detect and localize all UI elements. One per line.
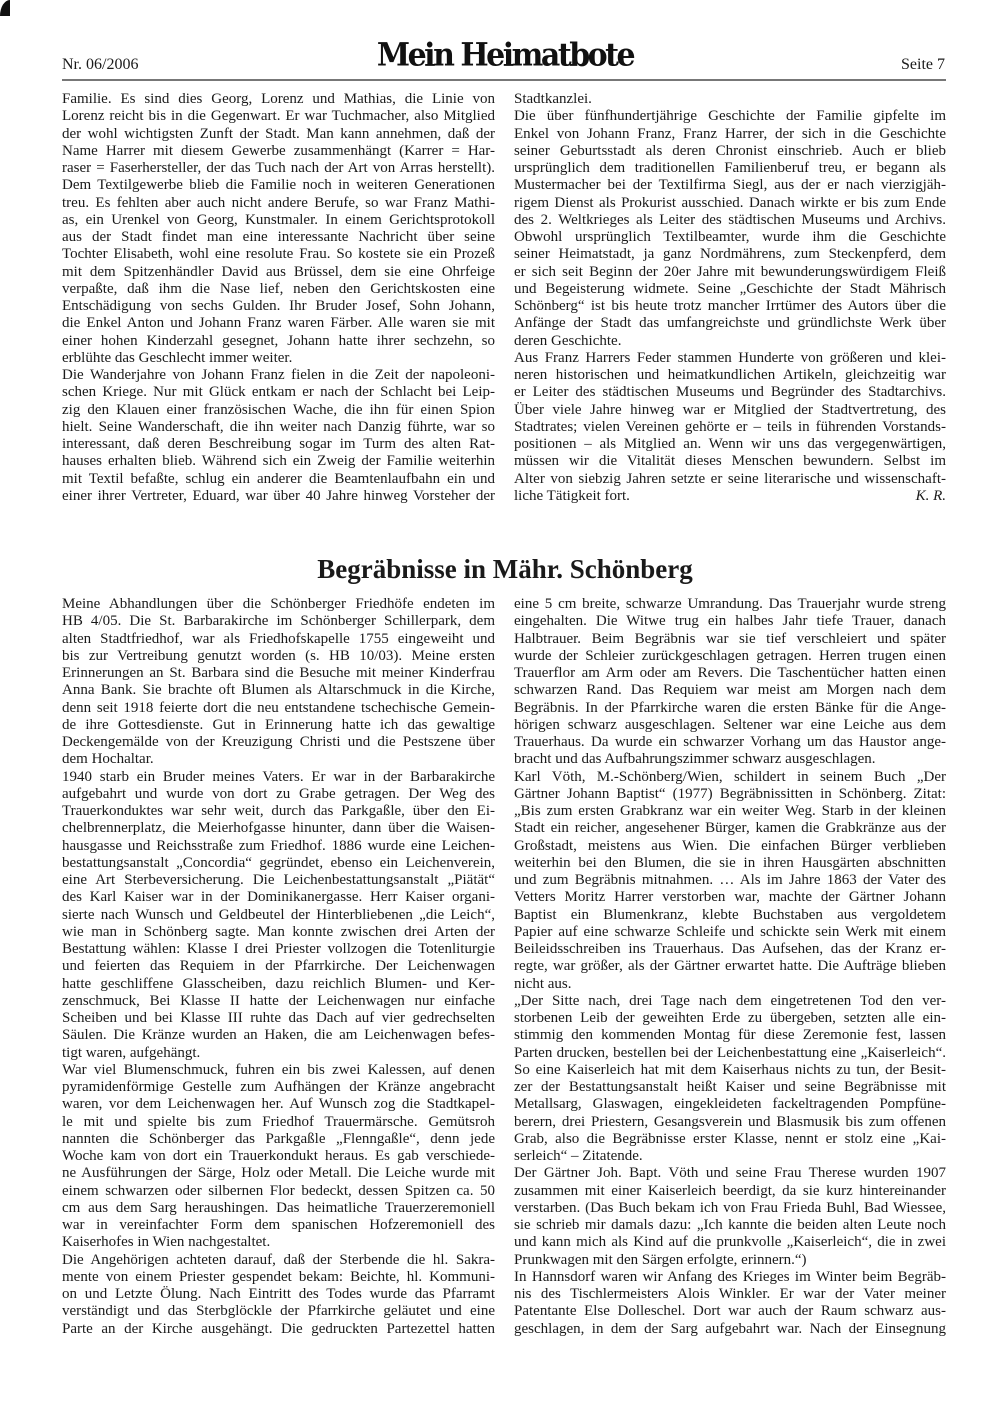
article1-column-2 xyxy=(514,91,946,505)
line-text: positionen – als Mitglied an. Wenn wir uns das vergegenwärtigen, xyxy=(514,436,946,452)
text-line xyxy=(514,195,946,212)
text-line xyxy=(62,384,495,401)
text-line xyxy=(514,436,946,453)
text-line xyxy=(514,665,946,682)
line-text: Anfänge der Stadt das umfangreichste und gründlichste Werk über xyxy=(514,315,946,332)
text-line xyxy=(514,419,946,436)
line-text: serleich“ – Zitatende. xyxy=(514,1148,643,1164)
text-line xyxy=(514,350,946,367)
paragraph xyxy=(514,108,946,350)
text-line xyxy=(62,613,495,630)
line-text: Parten drucken, bestellen bei der Leichenbestattung eine „Kaiserleich“. xyxy=(514,1044,946,1061)
text-line xyxy=(514,488,946,505)
text-line xyxy=(514,786,946,803)
text-line xyxy=(62,436,495,453)
text-line xyxy=(62,1148,495,1165)
text-line xyxy=(62,143,495,160)
line-text: Stadtkanzlei. xyxy=(514,91,592,107)
text-line xyxy=(514,264,946,281)
line-text: Die Wanderjahre von Johann Franz fielen in die Zeit der napoleoni- xyxy=(62,367,495,383)
line-text: einer ihrer Vertreter, Eduard, war über 40 Jahre hinweg Vorsteher der xyxy=(62,487,495,504)
line-text: storbenen Leib der geweihten Erde zu übergeben, setzten alle ein- xyxy=(514,1010,946,1026)
text-line xyxy=(62,1217,495,1234)
text-line xyxy=(514,453,946,470)
line-text: Lorenz reicht bis in die Gegenwart. Er war Tuchmacher, also Mitglied xyxy=(62,108,495,125)
article-title: Begräbnisse in Mähr. Schönberg xyxy=(317,554,693,584)
article1-column-1 xyxy=(62,91,495,505)
line-text: verständigt und das Sterbglöckle der Pfarrkirche geläutet und eine xyxy=(62,1303,495,1320)
line-text: Woche kam von dort ein Trauerkondukt heraus. Es gab verschiede- xyxy=(62,1148,495,1164)
line-text: neren historischen und heimatkundlichen Artikeln, gleichzeitig war xyxy=(514,367,946,383)
line-text: mit Textil befaßte, schlug ein anderer die Beamtenlaufbahn ein und xyxy=(62,470,495,487)
line-text: Über viele Jahre hinweg war er Mitglied der Stadtvertretung, des xyxy=(514,401,946,418)
line-text: zer der Bestattungsanstalt heißt Kaiser und seine Begräbnisse mit xyxy=(514,1079,946,1095)
line-text: tigt waren, aufgehängt. xyxy=(62,1044,201,1061)
text-line xyxy=(514,177,946,194)
line-text: hielt. Seine Wanderschaft, die ihn weiter nach Danzig führte, war so xyxy=(62,418,495,435)
text-line xyxy=(514,281,946,298)
line-text: Stadt ein reicher, angesehener Bürger, kamen die Grabkränze aus der xyxy=(514,820,946,837)
text-line xyxy=(62,453,495,470)
line-text: le mit und spielte bis zum Friedhof Trauermärsche. Gemütsroh xyxy=(62,1113,495,1130)
line-text: waren, vor dem Leichenwagen her. Auf Wunsch zog die Stadtkapel- xyxy=(62,1096,495,1113)
text-line xyxy=(514,229,946,246)
line-text: Baptist ein Blumenkranz, klebte Buchstaben aus vergoldetem xyxy=(514,906,946,923)
line-text: Erinnerungen an St. Barbara sind die Besuche mit meiner Kinderfrau xyxy=(62,665,495,681)
text-line xyxy=(62,1286,495,1303)
line-text: liche Tätigkeit fort. xyxy=(514,487,630,504)
line-text: ursprünglich dem traditionellen Familienberuf treu, er begann als xyxy=(514,160,946,176)
text-line xyxy=(62,246,495,263)
header-rule xyxy=(62,79,946,81)
line-text: des 2. Weltkrieges als Leiter des städtischen Museums und Archivs. xyxy=(514,211,946,228)
line-text: Mustermacher bei der Textilfirma Siegl, aus der er nach vierzigjäh- xyxy=(514,177,946,194)
text-line xyxy=(514,1165,946,1182)
text-line xyxy=(62,872,495,889)
text-line xyxy=(62,769,495,786)
line-text: Familie. Es sind dies Georg, Lorenz und Mathias, die Linie von xyxy=(62,91,495,107)
text-line xyxy=(514,1062,946,1079)
text-line xyxy=(514,958,946,975)
text-line xyxy=(62,367,495,384)
text-line xyxy=(62,126,495,143)
line-text: regte, war größer, als der Gärtner erwartet hatte. Die Aufträge blieben xyxy=(514,958,946,975)
line-text: nicht aus. xyxy=(514,975,572,992)
line-text: Entschädigung von sechs Gulden. Ihr Bruder Josef, Sohn Johann, xyxy=(62,298,495,314)
line-text: zig den Klauen einer französischen Wache, die ihn für einen Spion xyxy=(62,401,495,418)
line-text: Tochter Elisabeth, wohl eine resolute Frau. So kostete sie ein Prozeß xyxy=(62,246,495,263)
line-text: hörigen schwarz ausgeschlagen. Seltener war eine Leiche aus dem xyxy=(514,716,946,733)
text-line xyxy=(514,855,946,872)
text-line xyxy=(62,717,495,734)
paragraph xyxy=(514,350,946,505)
text-line xyxy=(514,700,946,717)
line-text: Name Harrer mit diesem Gewerbe zusammenhängt (Karrer = Har- xyxy=(62,142,495,159)
text-line xyxy=(62,1062,495,1079)
line-text: Prunkwagen mit den Särgen erfolgte, erinnern.“) xyxy=(514,1251,807,1268)
text-line xyxy=(62,1027,495,1044)
line-text: deren Geschichte. xyxy=(514,332,622,349)
text-line xyxy=(62,1079,495,1096)
text-line xyxy=(514,1131,946,1148)
line-text: cm aus dem Sarg heraushingen. Das heimatliche Trauerzeremoniell xyxy=(62,1199,495,1216)
line-text: aus der Stadt findet man eine interessante Nachricht über seine xyxy=(62,229,495,245)
line-text: denn seit 1918 feierte dort die neu entstandene tschechische Gemein- xyxy=(62,699,495,716)
text-line xyxy=(514,91,946,108)
text-line xyxy=(514,1010,946,1027)
line-text: erblühte das Geschlecht immer weiter. xyxy=(62,349,293,366)
line-text: Vetters Moritz Harrer verstorben war, machte der Gärtner Johann xyxy=(514,889,946,906)
text-line xyxy=(514,769,946,786)
text-line xyxy=(514,333,946,350)
text-line xyxy=(514,648,946,665)
line-text: des Karl Kaiser war in der Dominikanergasse. Herr Kaiser organi- xyxy=(62,889,495,906)
text-line xyxy=(514,1148,946,1165)
text-line xyxy=(62,333,495,350)
line-text: Beileidsschreiben ins Trauerhaus. Das Aufsehen, das der Kranz er- xyxy=(514,941,946,957)
line-text: hauses erhalten blieb. Während sich ein Zweig der Familie weiterhin xyxy=(62,453,495,470)
line-text: Patentante Else Dolleschel. Dort war auch der Raum schwarz aus- xyxy=(514,1303,946,1320)
text-line xyxy=(514,838,946,855)
text-line xyxy=(62,471,495,488)
text-line xyxy=(62,419,495,436)
line-text: eingehalten. Die Witwe trug ein halbes Jahr tiefe Trauer, danach xyxy=(514,613,946,630)
line-text: Trauerflor am Arm oder am Revers. Die Taschentücher hatten einen xyxy=(514,665,946,681)
line-text: Enkel von Johann Franz, Franz Harrer, der sich in die Geschichte xyxy=(514,125,946,142)
text-line xyxy=(514,298,946,315)
line-text: Bestattung wählen: Klasse I drei Priester vollzogen die Totenliturgie xyxy=(62,941,495,957)
line-text: „Der Sitte nach, drei Tage nach dem eingetretenen Tod den ver- xyxy=(514,992,946,1009)
text-line xyxy=(514,1027,946,1044)
text-line xyxy=(62,907,495,924)
text-line xyxy=(62,177,495,194)
text-line xyxy=(62,315,495,332)
text-line xyxy=(514,315,946,332)
paragraph xyxy=(62,769,495,1062)
line-text: Aus Franz Harrers Feder stammen Hunderte von größeren und klei- xyxy=(514,349,946,366)
line-text: bracht und das Aufbahrungszimmer schwarz ausgeschlagen. xyxy=(514,751,876,768)
text-line xyxy=(514,941,946,958)
text-line xyxy=(62,1096,495,1113)
line-text: Dem Textilgewerbe blieb die Familie noch in weiteren Generationen xyxy=(62,177,495,194)
line-text: berern, drei Priestern, Gesangsverein und Blasmusik bis zum offenen xyxy=(514,1113,946,1130)
paragraph xyxy=(514,993,946,1166)
text-line xyxy=(62,91,495,108)
text-line xyxy=(62,350,495,367)
line-text: mit dem Spitzenhändler David aus Brüssel, dem sie eine Ohrfeige xyxy=(62,263,495,280)
line-text: aufgebahrt und wurde von dort zu Grabe getragen. Der Weg des xyxy=(62,785,495,802)
text-line xyxy=(62,195,495,212)
text-line xyxy=(514,402,946,419)
article2-column-2 xyxy=(514,596,946,1338)
line-text: Stadtrates; vielen Vereinen gehörte er – teils in führenden Vorstands- xyxy=(514,418,946,435)
text-line xyxy=(514,246,946,263)
scan-corner-mark xyxy=(0,0,10,16)
text-line xyxy=(62,838,495,855)
text-line xyxy=(62,889,495,906)
text-line xyxy=(514,471,946,488)
text-line xyxy=(514,924,946,941)
text-line xyxy=(62,958,495,975)
text-line xyxy=(62,976,495,993)
text-line xyxy=(514,1183,946,1200)
line-text: und zum Begräbnis mitnahmen. … Als im Jahre 1863 der Vater des xyxy=(514,872,946,888)
text-line xyxy=(514,596,946,613)
paragraph xyxy=(62,596,495,769)
line-text: Schönberg“ ist bis heute trotz mancher Irrtümer des Autors über die xyxy=(514,298,946,314)
text-line xyxy=(62,751,495,768)
line-text: verpaßte, daß ihm die Nase lief, neben den Gerichtskosten eine xyxy=(62,280,495,297)
text-line xyxy=(62,803,495,820)
line-text: Karl Vöth, M.-Schönberg/Wien, schildert in seinem Buch „Der xyxy=(514,768,946,785)
line-text: einem schwarzen oder silbernen Flor bedeckt, dessen Spitzen ca. 50 xyxy=(62,1182,495,1199)
line-text: Die Angehörigen achteten darauf, daß der Sterbende die hl. Sakra- xyxy=(62,1251,495,1268)
paragraph xyxy=(514,596,946,769)
line-text: Scheiben und bei Klasse III ruhte das Dach auf vier gedrechselten xyxy=(62,1010,495,1026)
issue-number: Nr. 06/2006 xyxy=(62,56,139,73)
text-line xyxy=(62,924,495,941)
line-text: müssen wir die Vitalität dieses Menschen bewundern. Selbst im xyxy=(514,453,946,470)
text-line xyxy=(62,1183,495,1200)
line-text: Kaiserhofes in Wien nachgestaltet. xyxy=(62,1234,271,1251)
text-line xyxy=(62,596,495,613)
text-line xyxy=(62,1269,495,1286)
line-text: 1940 starb ein Bruder meines Vaters. Er war in der Barbarakirche xyxy=(62,768,495,785)
line-text: In Hannsdorf waren wir Anfang des Krieges im Winter beim Begräb- xyxy=(514,1268,946,1285)
line-text: schwarzen Rand. Das Requiem war meist am Morgen nach dem xyxy=(514,682,946,699)
text-line xyxy=(514,820,946,837)
text-line xyxy=(62,855,495,872)
line-text: on und Letzte Ölung. Nach Eintritt des Todes wurde das Pfarramt xyxy=(62,1286,495,1302)
text-line xyxy=(514,1234,946,1251)
paragraph xyxy=(62,367,495,505)
text-line xyxy=(514,367,946,384)
text-line xyxy=(514,613,946,630)
line-text: der wohl wichtigsten Zunft der Stadt. Man kann annehmen, daß der xyxy=(62,125,495,142)
line-text: So eine Kaiserleich hat mit dem Kaiserhaus nichts zu tun, der Besit- xyxy=(514,1061,946,1078)
line-text: die Enkel Anton und Johann Franz waren Färber. Alle waren sie mit xyxy=(62,315,495,332)
paragraph xyxy=(62,1062,495,1252)
line-text: Trauerhaus. Da wurde ein schwarzer Vorhang um das Haustor ange- xyxy=(514,734,946,750)
text-line xyxy=(514,907,946,924)
line-text: seiner Heimatstadt, ja ganz Nordmährens, zum Steckenpferd, dem xyxy=(514,246,946,263)
text-line xyxy=(62,1114,495,1131)
line-text: War viel Blumenschmuck, fuhren ein bis zwei Kalessen, auf denen xyxy=(62,1061,495,1078)
line-text: er sich seit Beginn der 20er Jahre mit bewunderungswürdigem Fleiß xyxy=(514,263,946,280)
text-line xyxy=(514,143,946,160)
text-line xyxy=(514,682,946,699)
text-line xyxy=(514,1252,946,1269)
line-text: rigem Dienst als Prokurist ausschied. Danach wirkte er bis zum Ende xyxy=(514,194,946,211)
text-line xyxy=(62,1045,495,1062)
line-text: nannten die Schönberger das Parkgaßle „Flenngaßle“, denn jede xyxy=(62,1130,495,1147)
line-text: hausgasse und Reichsstraße zum Friedhof. 1886 wurde eine Leichen- xyxy=(62,837,495,854)
text-line xyxy=(514,1096,946,1113)
line-text: zenschmuck, Bei Klasse II hatte der Leichenwagen nur einfache xyxy=(62,992,495,1009)
text-line xyxy=(514,212,946,229)
paragraph xyxy=(514,1269,946,1338)
text-line xyxy=(62,229,495,246)
text-line xyxy=(514,1079,946,1096)
text-line xyxy=(514,1286,946,1303)
text-line xyxy=(62,1131,495,1148)
line-text: verstarben. (Das Buch bekam ich von Frau Frieda Buhl, Bad Wiessee, xyxy=(514,1199,946,1216)
text-line xyxy=(62,1234,495,1251)
line-text: seiner Geburtsstadt als deren Chronist einschrieb. Auch er blieb xyxy=(514,142,946,159)
text-line xyxy=(62,648,495,665)
text-line xyxy=(514,872,946,889)
text-line xyxy=(62,820,495,837)
text-line xyxy=(514,1303,946,1320)
line-text: ne Ausführungen der Särge, Holz oder Metall. Die Leiche wurde mit xyxy=(62,1165,495,1182)
text-line xyxy=(514,1200,946,1217)
line-text: er Leiter des städtischen Museums und Begründer des Stadtarchivs. xyxy=(514,384,946,401)
line-text: raser = Faserhersteller, der das Tuch nach der Art von Arras herstellt). xyxy=(62,160,495,176)
text-line xyxy=(514,751,946,768)
text-line xyxy=(514,1217,946,1234)
line-text: eine 5 cm breite, schwarze Umrandung. Das Trauerjahr wurde streng xyxy=(514,596,946,612)
line-text: alten Stadtfriedhof, war als Friedhofskapelle 1755 eingeweiht und xyxy=(62,630,495,647)
text-line xyxy=(62,264,495,281)
text-line xyxy=(514,993,946,1010)
text-line xyxy=(514,976,946,993)
page-number: Seite 7 xyxy=(901,56,945,73)
text-line xyxy=(62,786,495,803)
line-text: pyramidenförmige Gestelle zum Aufhängen der Kränze angebracht xyxy=(62,1079,495,1095)
text-line xyxy=(514,889,946,906)
line-text: Großstadt, meistens aus Wien. Die einfachen Bürger verblieben xyxy=(514,837,946,854)
line-text: stimmig den kommenden Montag für diese Zeremonie fest, lassen xyxy=(514,1027,946,1044)
text-line xyxy=(62,298,495,315)
line-text: Metallsarg, Glaswagen, eingekleideten fackeltragenden Pompfüne- xyxy=(514,1096,946,1113)
line-text: und kann mich als Kind auf die prunkvolle „Kaiserleich“, die in zwei xyxy=(514,1234,946,1251)
text-line xyxy=(514,160,946,177)
text-line xyxy=(514,717,946,734)
line-text: Die über fünfhundertjährige Geschichte der Familie gipfelte im xyxy=(514,108,946,125)
line-text: „Bis zum ersten Grabkranz war ein weiter Weg. Starb in der kleinen xyxy=(514,803,946,819)
line-text: bis zur Vertreibung genutzt worden (s. HB 10/03). Meine ersten xyxy=(62,647,495,664)
line-text: Grab, also die Begräbnisse erster Klasse, nennt er stolz eine „Kai- xyxy=(514,1130,946,1147)
paragraph xyxy=(62,1252,495,1338)
text-line xyxy=(62,1200,495,1217)
line-text: Parte an der Kirche ausgehängt. Die gedruckten Partezettel hatten xyxy=(62,1320,495,1337)
text-line xyxy=(62,108,495,125)
text-line xyxy=(62,1321,495,1338)
text-line xyxy=(514,803,946,820)
article2-column-1 xyxy=(62,596,495,1338)
line-text: sierte nach Wunsch und Geldbeutel der Hinterbliebenen „die Leich“, xyxy=(62,906,495,923)
line-text: Anna Bank. Sie brachte oft Blumen als Altarschmuck in die Kirche, xyxy=(62,682,495,699)
line-text: Alter von siebzig Jahren setzte er seine literarische und wissenschaft- xyxy=(514,470,946,487)
line-text: Der Gärtner Joh. Bapt. Vöth und seine Frau Therese wurden 1907 xyxy=(514,1165,946,1182)
text-line xyxy=(514,126,946,143)
paragraph xyxy=(514,1165,946,1269)
paragraph xyxy=(514,91,946,108)
text-line xyxy=(62,212,495,229)
line-text: Obwohl ursprünglich Textilbeamter, wurde ihm die Geschichte xyxy=(514,229,946,245)
line-text: chelbrennerplatz, die Meierhofgasse hinunter, dann über die Waisen- xyxy=(62,820,495,837)
line-text: wurde der Schleier zurückgeschlagen getragen. Herren trugen einen xyxy=(514,647,946,664)
line-text: mente von einem Priester gespendet bekam: Beichte, hl. Kommuni- xyxy=(62,1268,495,1285)
line-text: de ihre Gottesdienste. Gut in Erinnerung hatte ich das gewaltige xyxy=(62,716,495,733)
line-text: und feierten das Requiem in der Pfarrkirche. Der Leichenwagen xyxy=(62,958,495,975)
paragraph xyxy=(514,769,946,993)
text-line xyxy=(514,108,946,125)
text-line xyxy=(62,1252,495,1269)
paragraph xyxy=(62,91,495,367)
text-line xyxy=(514,1045,946,1062)
line-text: schen Kriege. Nur mit Glück entkam er nach der Schlacht bei Leip- xyxy=(62,384,495,401)
line-text: Gärtner Johann Baptist“ (1977) Begräbnissitten in Schönberg. Zitat: xyxy=(514,785,946,802)
text-line xyxy=(514,1114,946,1131)
line-text: as, ein Urenkel von Georg, Kunstmaler. In einem Gerichtsprotokoll xyxy=(62,211,495,228)
line-text: eine Art Sterbeversicherung. Die Leichenbestattungsanstalt „Piätät“ xyxy=(62,872,495,888)
text-line xyxy=(62,488,495,505)
text-line xyxy=(62,1165,495,1182)
line-text: wie man in Schönberg sagte. Man konnte zwischen drei Arten der xyxy=(62,923,495,940)
text-line xyxy=(62,631,495,648)
text-line xyxy=(62,160,495,177)
text-line xyxy=(514,1269,946,1286)
line-text: interessant, daß deren Beschreibung sogar im Turm des alten Rat- xyxy=(62,436,495,452)
line-text: HB 4/05. Die St. Barbarakirche im Schönberger Schillerpark, dem xyxy=(62,613,495,630)
line-text: dem Hochaltar. xyxy=(62,751,154,768)
line-text: Halbtrauer. Beim Begräbnis war sie tief verschleiert und später xyxy=(514,630,946,647)
line-text: Papier auf eine schwarze Schleife und schickte sein Werk mit einem xyxy=(514,923,946,940)
text-line xyxy=(514,1321,946,1338)
line-text: zusammen mit einer Kaiserleich beerdigt, da sie kurz hintereinander xyxy=(514,1182,946,1199)
line-text: weiterhin bei den Blumen, die sie in ihren Hausgärten abschnitten xyxy=(514,854,946,871)
text-line xyxy=(514,734,946,751)
line-text: Deckengemälde von der Kreuzigung Christi und die Pestszene über xyxy=(62,734,495,750)
text-line xyxy=(62,993,495,1010)
line-text: einer hohen Kinderzahl gesegnet, Johann hatte ihrer sechzehn, so xyxy=(62,332,495,349)
line-text: war in vereinfachter Form dem spanischen Hofzeremoniell des xyxy=(62,1217,495,1233)
line-text: hatte geschliffene Glasscheiben, dazu reichlich Blumen- und Ker- xyxy=(62,975,495,992)
text-line xyxy=(62,402,495,419)
text-line xyxy=(62,1010,495,1027)
text-line xyxy=(62,941,495,958)
text-line xyxy=(62,700,495,717)
text-line xyxy=(62,734,495,751)
newspaper-logo: Mein Heimatbote xyxy=(376,37,634,74)
text-line xyxy=(514,384,946,401)
text-line xyxy=(62,665,495,682)
line-text: bestattungsanstalt „Concordia“ gegründet, ebenso ein Leichenverein, xyxy=(62,854,495,871)
line-text: Trauerkonduktes war sehr weit, durch das Parkgaßle, über den Ei- xyxy=(62,803,495,819)
text-line xyxy=(62,682,495,699)
text-line xyxy=(62,1303,495,1320)
line-text: Begräbnis. In der Pfarrkirche waren die ersten Bänke für die Ange- xyxy=(514,699,946,716)
line-text: Säulen. Die Kränze wurden an Haken, die am Leichenwagen befes- xyxy=(62,1027,495,1044)
text-line xyxy=(62,281,495,298)
line-text: geschlagen, in dem der Sarg aufgebahrt war. Nach der Einsegnung xyxy=(514,1320,946,1337)
line-text: und Begeisterung widmete. Seine „Geschichte der Stadt Mährisch xyxy=(514,280,946,297)
line-text: sie schrieb mir damals dazu: „Ich kannte die beiden alten Leute noch xyxy=(514,1217,946,1233)
text-line xyxy=(514,631,946,648)
line-text: Meine Abhandlungen über die Schönberger Friedhöfe endeten im xyxy=(62,596,495,612)
line-text: treu. Es fehlten aber auch nicht andere Berufe, so war Franz Mathi- xyxy=(62,194,495,211)
line-text: nis des Tischlermeisters Alois Winkler. Er war der Vater meiner xyxy=(514,1286,946,1302)
author-signature: K. R. xyxy=(915,487,946,504)
